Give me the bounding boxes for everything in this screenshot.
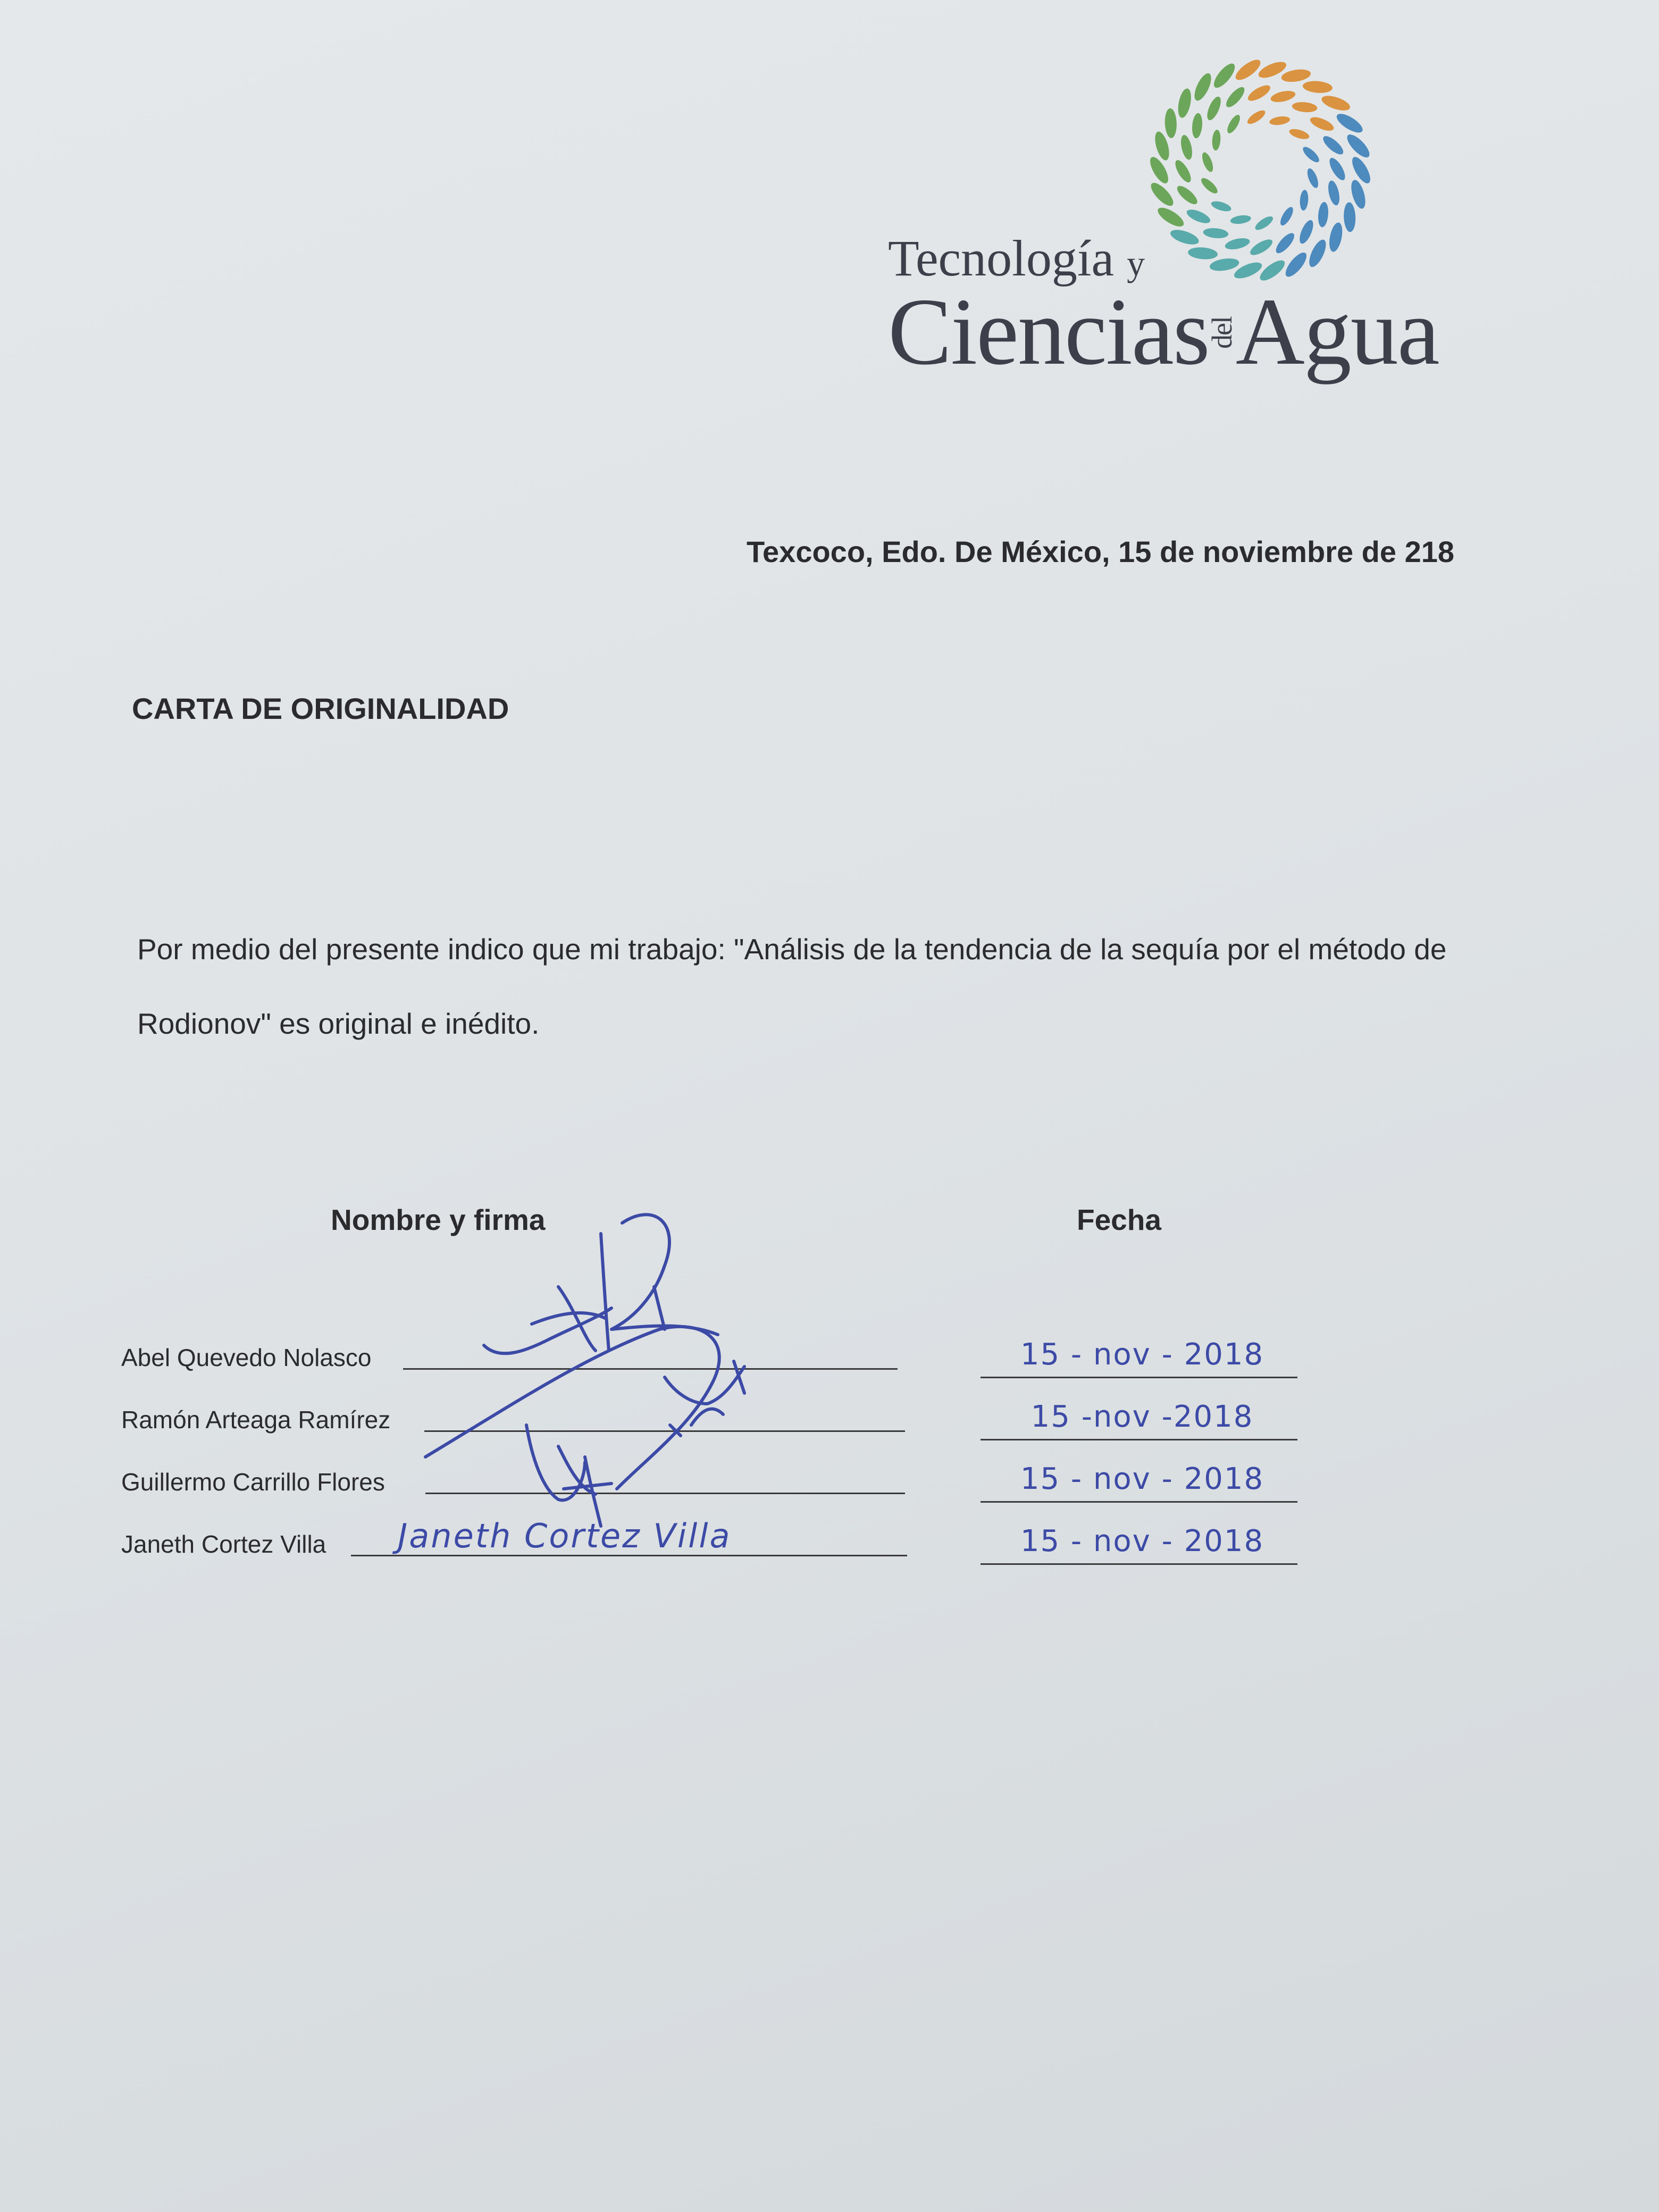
logo-text-top: Tecnología y <box>888 230 1145 287</box>
logo-leaf-shape <box>1301 145 1321 165</box>
logo-leaf-shape <box>1348 154 1373 186</box>
logo-leaf-shape <box>1327 221 1345 253</box>
logo-leaf-shape <box>1253 214 1275 232</box>
logo-leaf-shape <box>1203 227 1229 239</box>
logo-leaf-shape <box>1230 214 1252 225</box>
logo-leaf-shape <box>1309 114 1336 133</box>
name-signature-header: Nombre y firma <box>331 1203 546 1236</box>
logo-leaf-shape <box>1191 113 1203 139</box>
date-line <box>981 1563 1297 1565</box>
place-and-date: Texcoco, Edo. De México, 15 de noviembre de 218 <box>746 535 1454 568</box>
signature-line <box>425 1493 905 1494</box>
body-paragraph: Por medio del presente indico que mi trabajo: "Análisis de la tendencia de la sequía por el método de Rodionov" es original e inédito. <box>137 933 1447 1040</box>
logo-leaf-shape <box>1209 256 1240 273</box>
logo-leaf-shape <box>1273 230 1297 256</box>
handwritten-date: 15 - nov - 2018 <box>1020 1524 1264 1559</box>
logo-leaf-shape <box>1326 180 1342 207</box>
logo-leaf-shape <box>1282 249 1310 280</box>
logo-leaf-shape <box>1225 113 1243 135</box>
logo-leaf-shape <box>1185 207 1212 226</box>
logo-leaf-shape <box>1317 202 1329 228</box>
logo-leaf-shape <box>1147 180 1177 210</box>
signature-row <box>121 1511 1312 1559</box>
logo-leaf-shape <box>1211 129 1221 150</box>
logo-leaf-shape <box>1169 227 1201 248</box>
signature-row <box>121 1448 1312 1496</box>
logo-leaf-shape <box>1327 156 1348 182</box>
date-header: Fecha <box>1077 1203 1161 1236</box>
logo-leaf-shape <box>1270 89 1297 104</box>
logo-leaf-shape <box>1187 246 1218 260</box>
logo-leaf-shape <box>1224 236 1251 252</box>
logo-leaf-shape <box>1164 108 1177 138</box>
logo-leaf-shape <box>1233 56 1263 83</box>
handwritten-date: 15 - nov - 2018 <box>1020 1462 1264 1496</box>
document-title: CARTA DE ORIGINALIDAD <box>132 692 509 725</box>
logo-leaf-shape <box>1297 219 1316 246</box>
logo-leaf-shape <box>1172 158 1194 185</box>
logo-leaf-shape <box>1204 95 1224 122</box>
logo-leaf-shape <box>1292 101 1318 113</box>
logo-leaf-shape <box>1280 68 1312 84</box>
handwritten-name: Janeth Cortez Villa <box>398 1516 732 1555</box>
logo-leaf-shape <box>1288 127 1310 141</box>
signature-line <box>403 1368 898 1370</box>
logo-leaf-shape <box>1146 154 1171 186</box>
journal-logo <box>877 43 1439 384</box>
logo-leaf-shape <box>1269 115 1291 126</box>
logo-ring-icon <box>1143 53 1377 287</box>
handwritten-date: 15 - nov - 2018 <box>1020 1337 1264 1372</box>
logo-leaf-shape <box>1299 189 1309 211</box>
signer-name: Abel Quevedo Nolasco <box>121 1344 372 1371</box>
logo-leaf-shape <box>1248 237 1275 258</box>
signer-name: Ramón Arteaga Ramírez <box>121 1406 391 1434</box>
logo-leaf-shape <box>1245 108 1267 127</box>
date-line <box>981 1501 1297 1503</box>
date-line <box>981 1439 1297 1440</box>
logo-leaf-shape <box>1302 80 1333 94</box>
logo-leaf-shape <box>1175 183 1200 207</box>
logo-leaf-shape <box>1334 110 1365 136</box>
signature-row <box>121 1386 1312 1434</box>
logo-leaf-shape <box>1155 204 1186 230</box>
logo-leaf-shape <box>1305 167 1321 189</box>
logo-leaf-shape <box>1179 134 1194 161</box>
signer-name: Guillermo Carrillo Flores <box>121 1468 385 1496</box>
logo-leaf-shape <box>1176 87 1193 119</box>
signer-name: Janeth Cortez Villa <box>121 1530 326 1558</box>
logo-leaf-shape <box>1343 202 1356 232</box>
logo-leaf-shape <box>1306 237 1329 269</box>
logo-leaf-shape <box>1320 133 1346 157</box>
logo-text-bottom: CienciasdelAgua <box>888 279 1439 384</box>
logo-leaf-shape <box>1344 131 1373 161</box>
signature-row <box>121 1324 1312 1372</box>
logo-leaf-shape <box>1278 205 1295 228</box>
logo-leaf-shape <box>1210 199 1233 213</box>
logo-leaf-shape <box>1199 175 1220 196</box>
date-line <box>981 1377 1297 1378</box>
logo-leaf-shape <box>1246 82 1272 104</box>
signature-line <box>424 1430 905 1432</box>
handwritten-date: 15 -nov -2018 <box>1030 1400 1254 1434</box>
logo-leaf-shape <box>1224 85 1247 110</box>
logo-leaf-shape <box>1320 93 1352 114</box>
logo-leaf-shape <box>1210 61 1238 91</box>
logo-leaf-shape <box>1200 151 1216 173</box>
logo-leaf-shape <box>1191 71 1214 103</box>
